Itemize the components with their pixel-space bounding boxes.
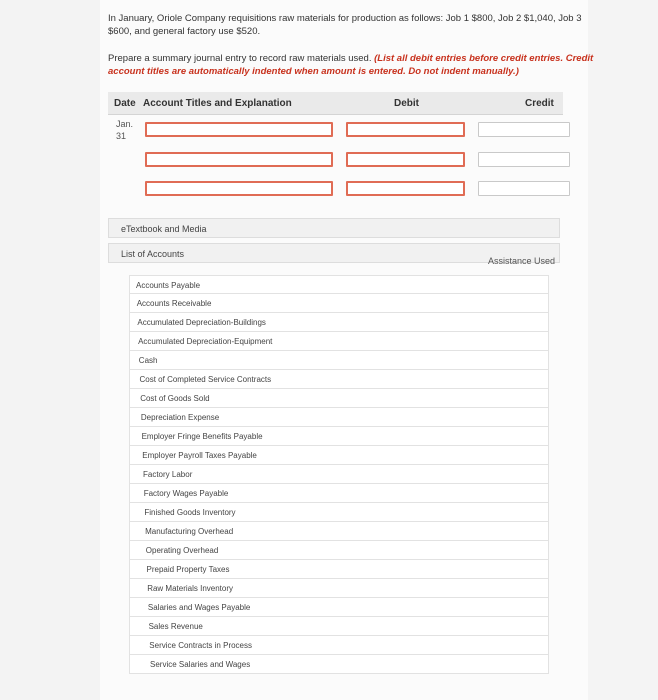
- etextbook-label: eTextbook and Media: [121, 224, 207, 234]
- credit-field-2[interactable]: [478, 152, 570, 167]
- list-item: [129, 389, 549, 408]
- col-account: Account Titles and Explanation: [143, 98, 292, 109]
- list-item: [129, 313, 549, 332]
- account-name: Employer Payroll Taxes Payable: [142, 451, 257, 460]
- account-name: Employer Fringe Benefits Payable: [141, 432, 263, 441]
- instruction-text: Prepare a summary journal entry to record raw materials used.: [108, 53, 375, 64]
- account-name: Factory Labor: [143, 470, 193, 479]
- account-name: Salaries and Wages Payable: [147, 603, 251, 612]
- account-name: Service Contracts in Process: [149, 641, 252, 650]
- list-item: [129, 636, 549, 655]
- account-name: Factory Wages Payable: [143, 489, 229, 498]
- list-item: [129, 332, 549, 351]
- account-name: Cost of Goods Sold: [140, 394, 210, 403]
- list-item: [129, 503, 549, 522]
- list-item: [129, 541, 549, 560]
- account-field-2[interactable]: [145, 152, 333, 167]
- left-margin: [0, 0, 100, 700]
- etextbook-link[interactable]: [108, 218, 560, 238]
- col-debit: Debit: [394, 98, 419, 109]
- account-name: Cost of Completed Service Contracts: [139, 375, 272, 384]
- account-list: [129, 275, 549, 674]
- credit-field-3[interactable]: [478, 181, 570, 196]
- problem-instructions: [108, 52, 598, 78]
- list-item: [129, 294, 549, 313]
- instruction-note: (List all debit entries before credit entries. Credit account titles are automatically indented when amount is entered. Do not indent manually.): [108, 53, 594, 77]
- list-item: [129, 408, 549, 427]
- entry-date: [116, 118, 133, 142]
- account-name: Raw Materials Inventory: [147, 584, 233, 593]
- account-name: Prepaid Property Taxes: [146, 565, 230, 574]
- col-credit: Credit: [525, 98, 554, 109]
- list-of-accounts-label: List of Accounts: [121, 249, 185, 259]
- list-item: [129, 275, 549, 294]
- account-name: Finished Goods Inventory: [144, 508, 236, 517]
- list-item: [129, 522, 549, 541]
- list-item: [129, 427, 549, 446]
- account-name: Accounts Receivable: [136, 299, 212, 308]
- list-item: [129, 446, 549, 465]
- account-name: Depreciation Expense: [140, 413, 220, 422]
- list-item: [129, 579, 549, 598]
- right-margin: [588, 0, 658, 700]
- debit-field-3[interactable]: [346, 181, 465, 196]
- account-name: Service Salaries and Wages: [150, 660, 251, 669]
- account-field-3[interactable]: [145, 181, 333, 196]
- account-field-1[interactable]: [145, 122, 333, 137]
- account-name: Manufacturing Overhead: [145, 527, 234, 536]
- date-day: 31: [116, 131, 127, 141]
- list-item: [129, 560, 549, 579]
- problem-prompt: In January, Oriole Company requisitions raw materials for production as follows: Job 1 $800, Job 2 $1,040, Job 3 $600, and general factory use $520.: [108, 13, 582, 37]
- account-name: Accumulated Depreciation-Buildings: [137, 318, 266, 327]
- credit-field-1[interactable]: [478, 122, 570, 137]
- list-item: [129, 351, 549, 370]
- debit-field-1[interactable]: [346, 122, 465, 137]
- account-name: Accumulated Depreciation-Equipment: [138, 337, 273, 346]
- account-name: Operating Overhead: [145, 546, 219, 555]
- list-item: [129, 370, 549, 389]
- account-name: Accounts Payable: [136, 281, 201, 290]
- col-date: Date: [114, 98, 136, 109]
- list-item: [129, 598, 549, 617]
- journal-header: [108, 92, 563, 115]
- account-name: Cash: [138, 356, 158, 365]
- debit-field-2[interactable]: [346, 152, 465, 167]
- account-name: Sales Revenue: [148, 622, 203, 631]
- list-item: [129, 655, 549, 674]
- date-month: Jan.: [116, 119, 134, 129]
- list-item: [129, 484, 549, 503]
- list-item: [129, 617, 549, 636]
- list-item: [129, 465, 549, 484]
- assistance-used-label: Assistance Used: [488, 256, 556, 266]
